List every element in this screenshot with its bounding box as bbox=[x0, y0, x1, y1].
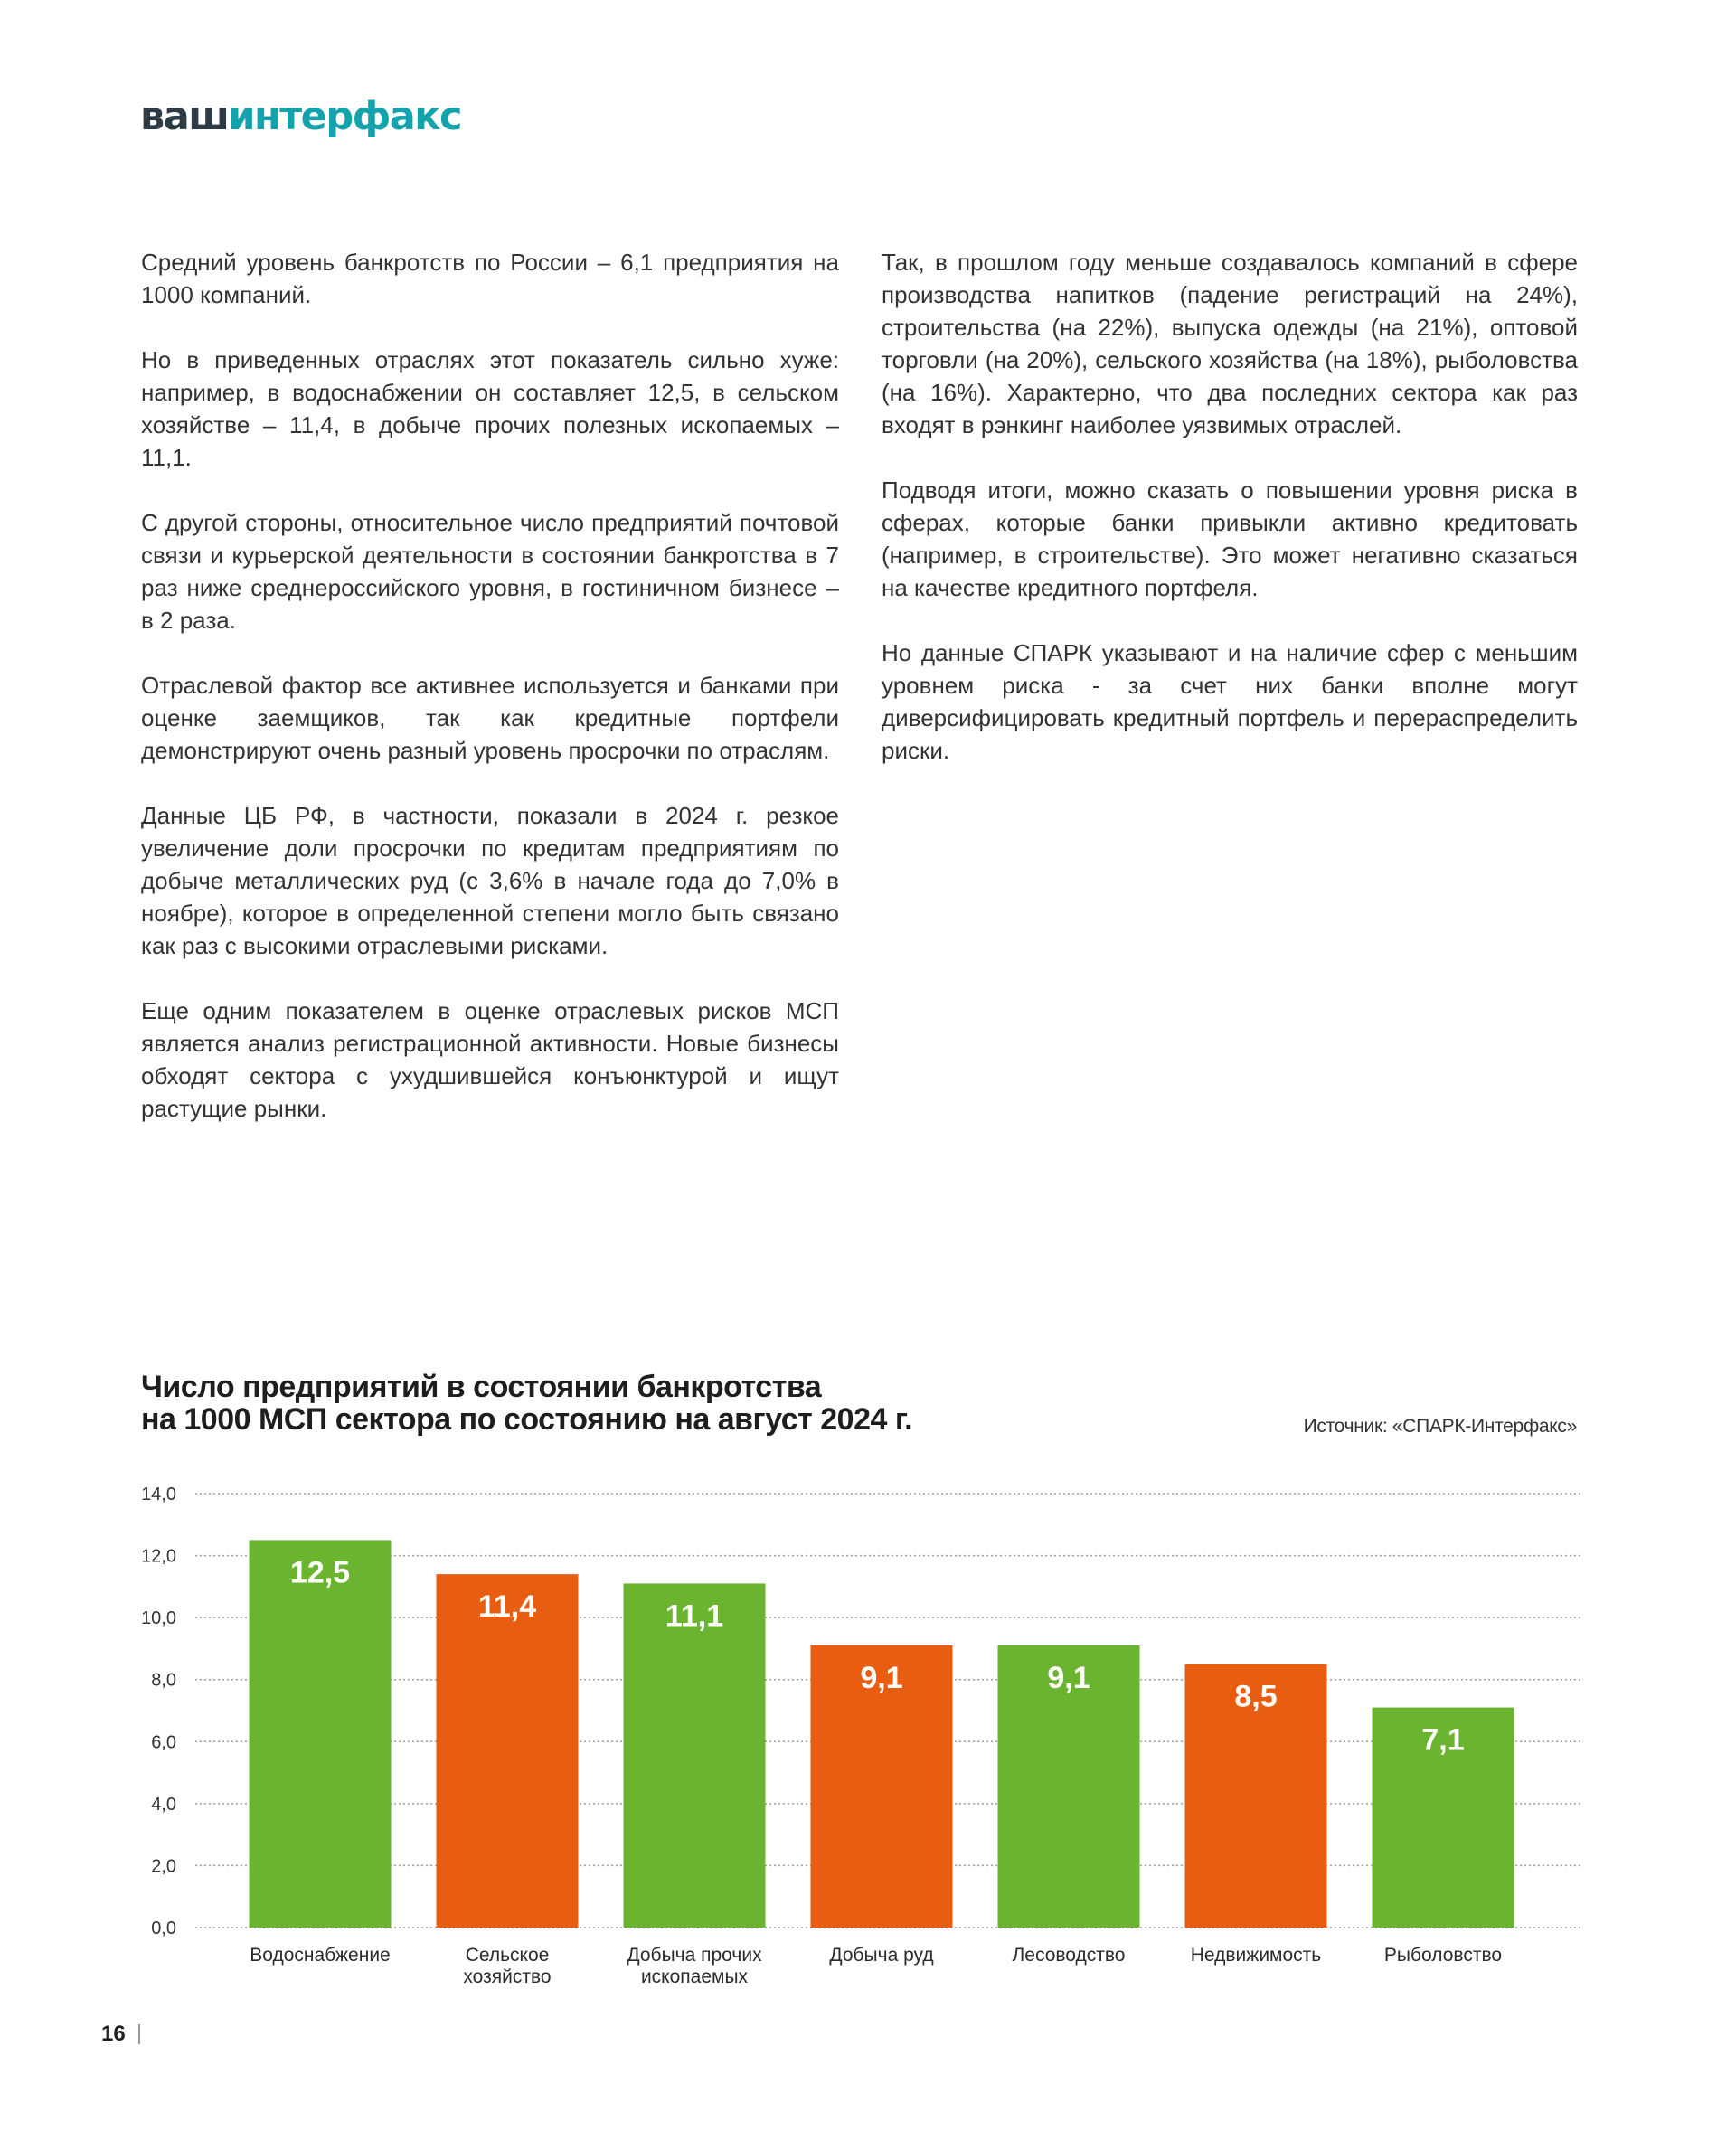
logo-part-vash: ваш bbox=[140, 94, 229, 139]
paragraph: Средний уровень банкротств по России – 6,1 предприятия на 1000 компаний. bbox=[141, 249, 839, 308]
paragraph: Отраслевой фактор все активнее используется и банками при оценке заемщиков, так как кредитные портфели демонстрируют очень разный уровень просрочки по отраслям. bbox=[141, 672, 839, 764]
x-category-label: Водоснабжение bbox=[250, 1945, 391, 1966]
y-tick-label: 8,0 bbox=[151, 1670, 176, 1691]
bar-value-label: 9,1 bbox=[1047, 1661, 1090, 1695]
chart-source: Источник: «СПАРК-Интерфакс» bbox=[1303, 1416, 1577, 1437]
paragraph: Еще одним показателем в оценке отраслевых рисков МСП является анализ регистрационной активности. Новые бизнесы обходят сектора с ухудшившейся конъюнктурой и ищут растущие рынки. bbox=[141, 997, 839, 1122]
bar-value-label: 12,5 bbox=[289, 1555, 351, 1590]
chart-title-line-2: на 1000 МСП сектора по состоянию на август 2024 г. bbox=[141, 1402, 913, 1437]
chart-title bbox=[141, 1371, 912, 1436]
paragraph: Данные ЦБ РФ, в частности, показали в 2024 г. резкое увеличение доли просрочки по кредитам предприятиям по добыче металлических руд (с 3,6% в начале года до 7,0% в ноябре), которое в определенной степени могло быть связано как раз с высокими отраслевыми рисками. bbox=[141, 802, 839, 959]
y-tick-label: 10,0 bbox=[141, 1608, 176, 1629]
paragraph: Но данные СПАРК указывают и на наличие сфер с меньшим уровнем риска - за счет них банки вполне могут диверсифицировать кредитный портфель и перераспределить риски. bbox=[882, 639, 1578, 764]
logo-part-interfax: интерфакс bbox=[228, 94, 461, 139]
bar-value-label: 11,4 bbox=[477, 1589, 537, 1625]
paragraph: Так, в прошлом году меньше создавалось компаний в сфере производства напитков (падение регистраций на 24%), строительства (на 22%), выпуска одежды (на 21%), оптовой торговли (на 20%), сельского хозяйства (на 18%), рыболовства (на 16%). Характерно, что два последних сектора как раз входят в рэнкинг наиболее уязвимых отраслей. bbox=[882, 249, 1578, 438]
y-tick-label: 14,0 bbox=[141, 1485, 176, 1504]
y-tick-label: 0,0 bbox=[151, 1919, 176, 1938]
bar bbox=[624, 1583, 766, 1928]
chart-title-line-1: Число предприятий в состоянии банкротства bbox=[141, 1370, 822, 1404]
x-category-label: ископаемых bbox=[640, 1966, 749, 1987]
x-category-label: хозяйство bbox=[463, 1966, 552, 1987]
x-category-label: Лесоводство bbox=[1012, 1945, 1126, 1966]
x-category-label: Сельское bbox=[465, 1945, 550, 1966]
publication-logo bbox=[140, 94, 461, 139]
page-number-divider bbox=[138, 2024, 140, 2044]
article-column-right bbox=[882, 246, 1578, 799]
bar-value-label: 11,1 bbox=[665, 1598, 724, 1634]
y-tick-label: 2,0 bbox=[151, 1856, 176, 1877]
y-tick-label: 12,0 bbox=[141, 1546, 176, 1567]
x-category-label: Недвижимость bbox=[1190, 1945, 1322, 1966]
paragraph: Подводя итоги, можно сказать о повышении уровня риска в сферах, которые банки привыкли активно кредитовать (например, в строительстве). Это может негативно сказаться на качестве кредитного портфеля. bbox=[882, 476, 1578, 601]
bar bbox=[437, 1574, 579, 1928]
x-category-label: Рыболовство bbox=[1383, 1945, 1503, 1966]
bar-value-label: 7,1 bbox=[1421, 1722, 1465, 1758]
y-tick-label: 4,0 bbox=[151, 1794, 176, 1815]
x-category-label: Добыча руд bbox=[829, 1945, 934, 1966]
article-column-left bbox=[141, 246, 839, 1157]
y-tick-label: 6,0 bbox=[151, 1732, 176, 1753]
page-number: 16 bbox=[101, 2022, 126, 2046]
paragraph: С другой стороны, относительное число предприятий почтовой связи и курьерской деятельности в состоянии банкротства в 7 раз ниже среднероссийского уровня, в гостиничном бизнесе – в 2 раза. bbox=[141, 509, 839, 634]
bar-chart bbox=[118, 1465, 1582, 2007]
x-category-label: Добыча прочих bbox=[627, 1945, 762, 1966]
bar-value-label: 9,1 bbox=[860, 1661, 903, 1695]
bar-value-label: 8,5 bbox=[1234, 1679, 1278, 1714]
paragraph: Но в приведенных отраслях этот показатель сильно хуже: например, в водоснабжении он составляет 12,5, в сельском хозяйстве – 11,4, в добыче прочих полезных ископаемых – 11,1. bbox=[141, 346, 839, 471]
bar bbox=[250, 1540, 392, 1928]
